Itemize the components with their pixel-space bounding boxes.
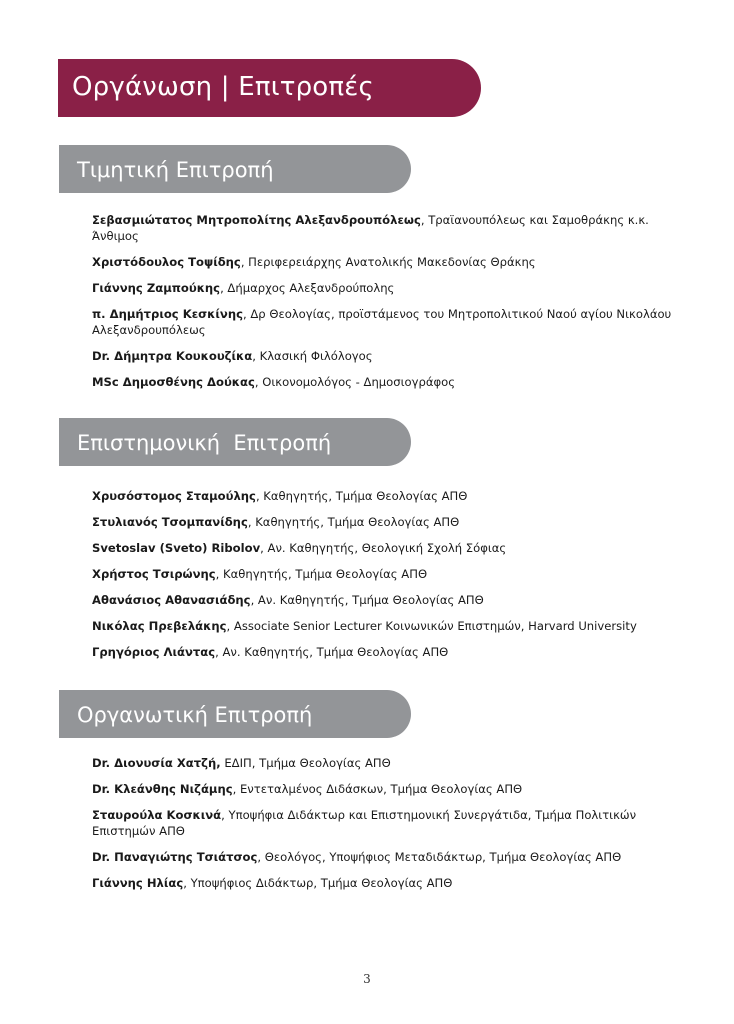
- list-item: [92, 807, 682, 839]
- member-name: Svetoslav (Sveto) Ribolov: [92, 541, 261, 555]
- list-item: [92, 755, 682, 771]
- member-description: , Αν. Καθηγητής, Θεολογική Σχολή Σόφιας: [260, 541, 507, 555]
- member-name: MSc Δημοσθένης Δούκας: [92, 375, 255, 389]
- member-description: , Καθηγητής, Τμήμα Θεολογίας ΑΠΘ: [215, 567, 428, 581]
- page-title: Οργάνωση | Επιτροπές: [72, 72, 374, 102]
- member-description: , Περιφερειάρχης Ανατολικής Μακεδονίας Θράκης: [240, 255, 536, 269]
- member-name: Dr. Δήμητρα Κουκουζίκα: [92, 349, 253, 363]
- list-item: [92, 618, 682, 634]
- list-item: [92, 566, 682, 582]
- member-description: , Αν. Καθηγητής, Τμήμα Θεολογίας ΑΠΘ: [250, 593, 484, 607]
- list-item: [92, 348, 682, 364]
- member-description: ΕΔΙΠ, Τμήμα Θεολογίας ΑΠΘ: [220, 756, 391, 770]
- member-name: Νικόλας Πρεβελάκης: [92, 619, 227, 633]
- member-name: Χριστόδουλος Τοψίδης: [92, 255, 241, 269]
- list-item: [92, 254, 682, 270]
- list-item: [92, 875, 682, 891]
- section-banner-scientific-committee: [59, 418, 411, 466]
- member-description: , Καθηγητής, Τμήμα Θεολογίας ΑΠΘ: [255, 489, 468, 503]
- member-name: Χρήστος Τσιρώνης: [92, 567, 216, 581]
- list-item: [92, 592, 682, 608]
- list-item: [92, 781, 682, 797]
- member-name: Dr. Κλεάνθης Νιζάμης: [92, 782, 233, 796]
- organizing-committee-list: [92, 755, 682, 901]
- member-name: Γρηγόριος Λιάντας: [92, 645, 216, 659]
- member-description: , Τραϊανουπόλεως και Σαμοθράκης κ.κ. Άνθιμος: [92, 213, 649, 243]
- list-item: [92, 514, 682, 530]
- member-name: Σεβασμιώτατος Μητροπολίτης Αλεξανδρουπόλεως: [92, 213, 421, 227]
- page-number: 3: [363, 972, 371, 986]
- list-item: [92, 306, 682, 338]
- member-description: , Καθηγητής, Τμήμα Θεολογίας ΑΠΘ: [247, 515, 460, 529]
- member-description: , Θεολόγος, Υποψήφιος Μεταδιδάκτωρ, Τμήμα Θεολογίας ΑΠΘ: [257, 850, 622, 864]
- section-banner-honorary-committee: [59, 145, 411, 193]
- list-item: [92, 280, 682, 296]
- list-item: [92, 212, 682, 244]
- page-title-banner: [58, 59, 481, 117]
- member-name: Στυλιανός Τσομπανίδης: [92, 515, 248, 529]
- member-description: , Associate Senior Lecturer Κοινωνικών Επιστημών, Harvard University: [226, 619, 637, 633]
- section-title: Επιστημονική Επιτροπή: [77, 431, 332, 455]
- honorary-committee-list: [92, 212, 682, 400]
- member-description: , Εντεταλμένος Διδάσκων, Τμήμα Θεολογίας ΑΠΘ: [232, 782, 523, 796]
- section-title: Τιμητική Επιτροπή: [77, 158, 274, 182]
- member-description: , Αν. Καθηγητής, Τμήμα Θεολογίας ΑΠΘ: [215, 645, 449, 659]
- member-description: , Δήμαρχος Αλεξανδρούπολης: [220, 281, 395, 295]
- list-item: [92, 644, 682, 660]
- member-name: Dr. Παναγιώτης Τσιάτσος: [92, 850, 258, 864]
- member-name: π. Δημήτριος Κεσκίνης: [92, 307, 243, 321]
- member-description: , Υποψήφια Διδάκτωρ και Επιστημονική Συνεργάτιδα, Τμήμα Πολιτικών Επιστημών ΑΠΘ: [92, 808, 637, 838]
- section-title: Οργανωτική Επιτροπή: [77, 703, 313, 727]
- scientific-committee-list: [92, 488, 682, 670]
- member-name: Dr. Διονυσία Χατζή,: [92, 756, 221, 770]
- list-item: [92, 374, 682, 390]
- member-name: Γιάννης Ζαμπούκης: [92, 281, 221, 295]
- member-description: , Υποψήφιος Διδάκτωρ, Τμήμα Θεολογίας ΑΠΘ: [183, 876, 453, 890]
- member-name: Σταυρούλα Κοσκινά: [92, 808, 222, 822]
- member-name: Αθανάσιος Αθανασιάδης: [92, 593, 251, 607]
- section-banner-organizing-committee: [59, 690, 411, 738]
- member-name: Γιάννης Ηλίας: [92, 876, 184, 890]
- list-item: [92, 540, 682, 556]
- member-description: , Οικονομολόγος - Δημοσιογράφος: [254, 375, 456, 389]
- list-item: [92, 849, 682, 865]
- member-description: , Κλασική Φιλόλογος: [252, 349, 373, 363]
- member-description: , Δρ Θεολογίας, προϊστάμενος του Μητροπολιτικού Ναού αγίου Νικολάου Αλεξανδρουπόλεως: [92, 307, 672, 337]
- list-item: [92, 488, 682, 504]
- member-name: Χρυσόστομος Σταμούλης: [92, 489, 256, 503]
